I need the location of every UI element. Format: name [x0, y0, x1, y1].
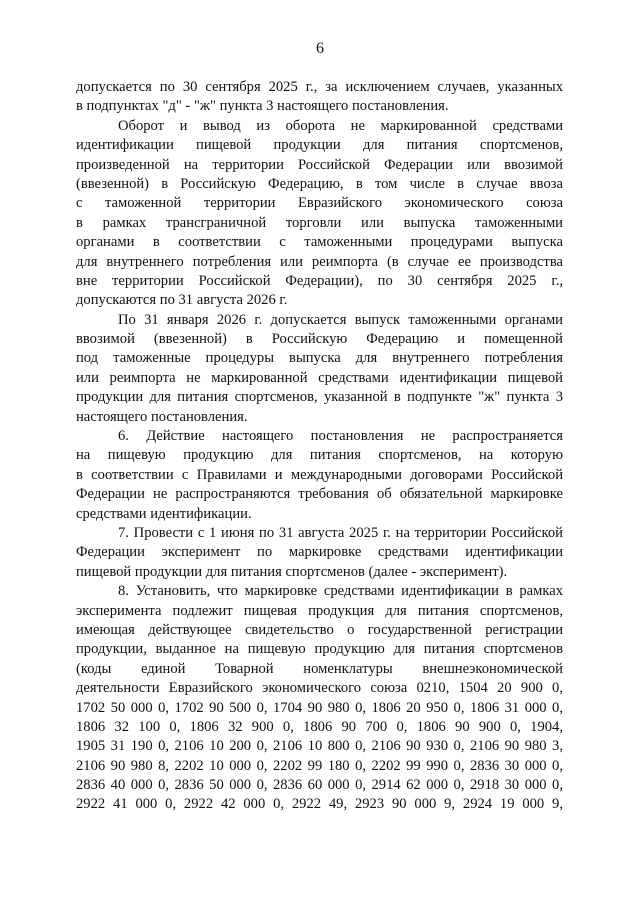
text-line: пищевой продукции для питания спортсменов (далее - эксперимент). [76, 563, 508, 580]
text-line: 2922 41 000 0, 2922 42 000 0, 2922 49, 2923 90 000 9, 2924 19 000 9, [76, 796, 563, 813]
text-line: в подпунктах "д" - "ж" пункта 3 настоящего постановления. [76, 98, 449, 115]
text-line: 2106 90 980 8, 2202 10 000 0, 2202 99 180 0, 2202 99 990 0, 2836 30 000 0, [76, 757, 563, 774]
text-line: продукции для питания спортсменов, указанной в подпункте "ж" пункта 3 [76, 389, 563, 406]
text-line: или реимпорта не маркированной средствами идентификации пищевой [76, 369, 563, 386]
text-line: для внутреннего потребления или реимпорта (в случае ее производства [76, 253, 563, 270]
paragraph [76, 78, 563, 117]
paragraph [76, 427, 563, 524]
text-line: По 31 января 2026 г. допускается выпуск таможенными органами [118, 311, 563, 328]
paragraph [76, 117, 563, 311]
paragraph [76, 311, 563, 427]
text-line: Федерации не распространяются требования об обязательной маркировке [76, 486, 563, 503]
text-line: идентификации пищевой продукции для питания спортсменов, [76, 137, 563, 154]
text-line: 8. Установить, что маркировке средствами идентификации в рамках [118, 583, 563, 600]
text-line: настоящего постановления. [76, 408, 248, 425]
text-line: деятельности Евразийского экономического союза 0210, 1504 20 900 0, [76, 680, 563, 697]
text-line: средствами идентификации. [76, 505, 252, 522]
text-line: 6. Действие настоящего постановления не распространяется [118, 428, 563, 445]
text-line: в рамках трансграничной торговли или выпуска таможенными [76, 214, 563, 231]
text-line: допускаются по 31 августа 2026 г. [76, 292, 288, 309]
text-line: 1806 32 100 0, 1806 32 900 0, 1806 90 700 0, 1806 90 900 0, 1904, [76, 718, 563, 735]
text-line: органами в соответствии с таможенными процедурами выпуска [76, 234, 563, 251]
text-line: произведенной на территории Российской Федерации или ввозимой [76, 156, 563, 173]
text-line: продукции, выданное на пищевую продукцию для питания спортсменов [76, 641, 563, 658]
paragraph [76, 524, 563, 582]
text-line: Оборот и вывод из оборота не маркированной средствами [118, 117, 563, 134]
text-line: имеющая действующее свидетельство о государственной регистрации [76, 621, 563, 638]
text-line: под таможенные процедуры выпуска для внутреннего потребления [76, 350, 563, 367]
text-line: (ввезенной) в Российскую Федерацию, в том числе в случае ввоза [76, 175, 563, 192]
page-number: 6 [316, 40, 324, 57]
text-line: 1702 50 000 0, 1702 90 500 0, 1704 90 980 0, 1806 20 950 0, 1806 31 000 0, [76, 699, 563, 716]
text-line: 2836 40 000 0, 2836 50 000 0, 2836 60 000 0, 2914 62 000 0, 2918 30 000 0, [76, 777, 563, 794]
text-line: (коды единой Товарной номенклатуры внешнеэкономической [76, 660, 563, 677]
text-line: вне территории Российской Федерации), по 30 сентября 2025 г., [76, 272, 563, 289]
text-line: 7. Провести с 1 июня по 31 августа 2025 г. на территории Российской [118, 524, 563, 541]
text-line: 1905 31 190 0, 2106 10 200 0, 2106 10 800 0, 2106 90 930 0, 2106 90 980 3, [76, 738, 563, 755]
paragraph [76, 582, 563, 815]
text-line: допускается по 30 сентября 2025 г., за исключением случаев, указанных [76, 79, 563, 95]
text-line: эксперимента подлежит пищевая продукция для питания спортсменов, [76, 602, 563, 619]
text-line: в соответствии с Правилами и международными договорами Российской [76, 466, 563, 483]
text-line: ввозимой (ввезенной) в Российскую Федерацию и помещенной [76, 331, 563, 348]
document-body [76, 78, 563, 815]
text-line: с таможенной территории Евразийского экономического союза [76, 195, 563, 212]
text-line: Федерации эксперимент по маркировке средствами идентификации [76, 544, 563, 561]
text-line: на пищевую продукцию для питания спортсменов, на которую [76, 447, 563, 464]
